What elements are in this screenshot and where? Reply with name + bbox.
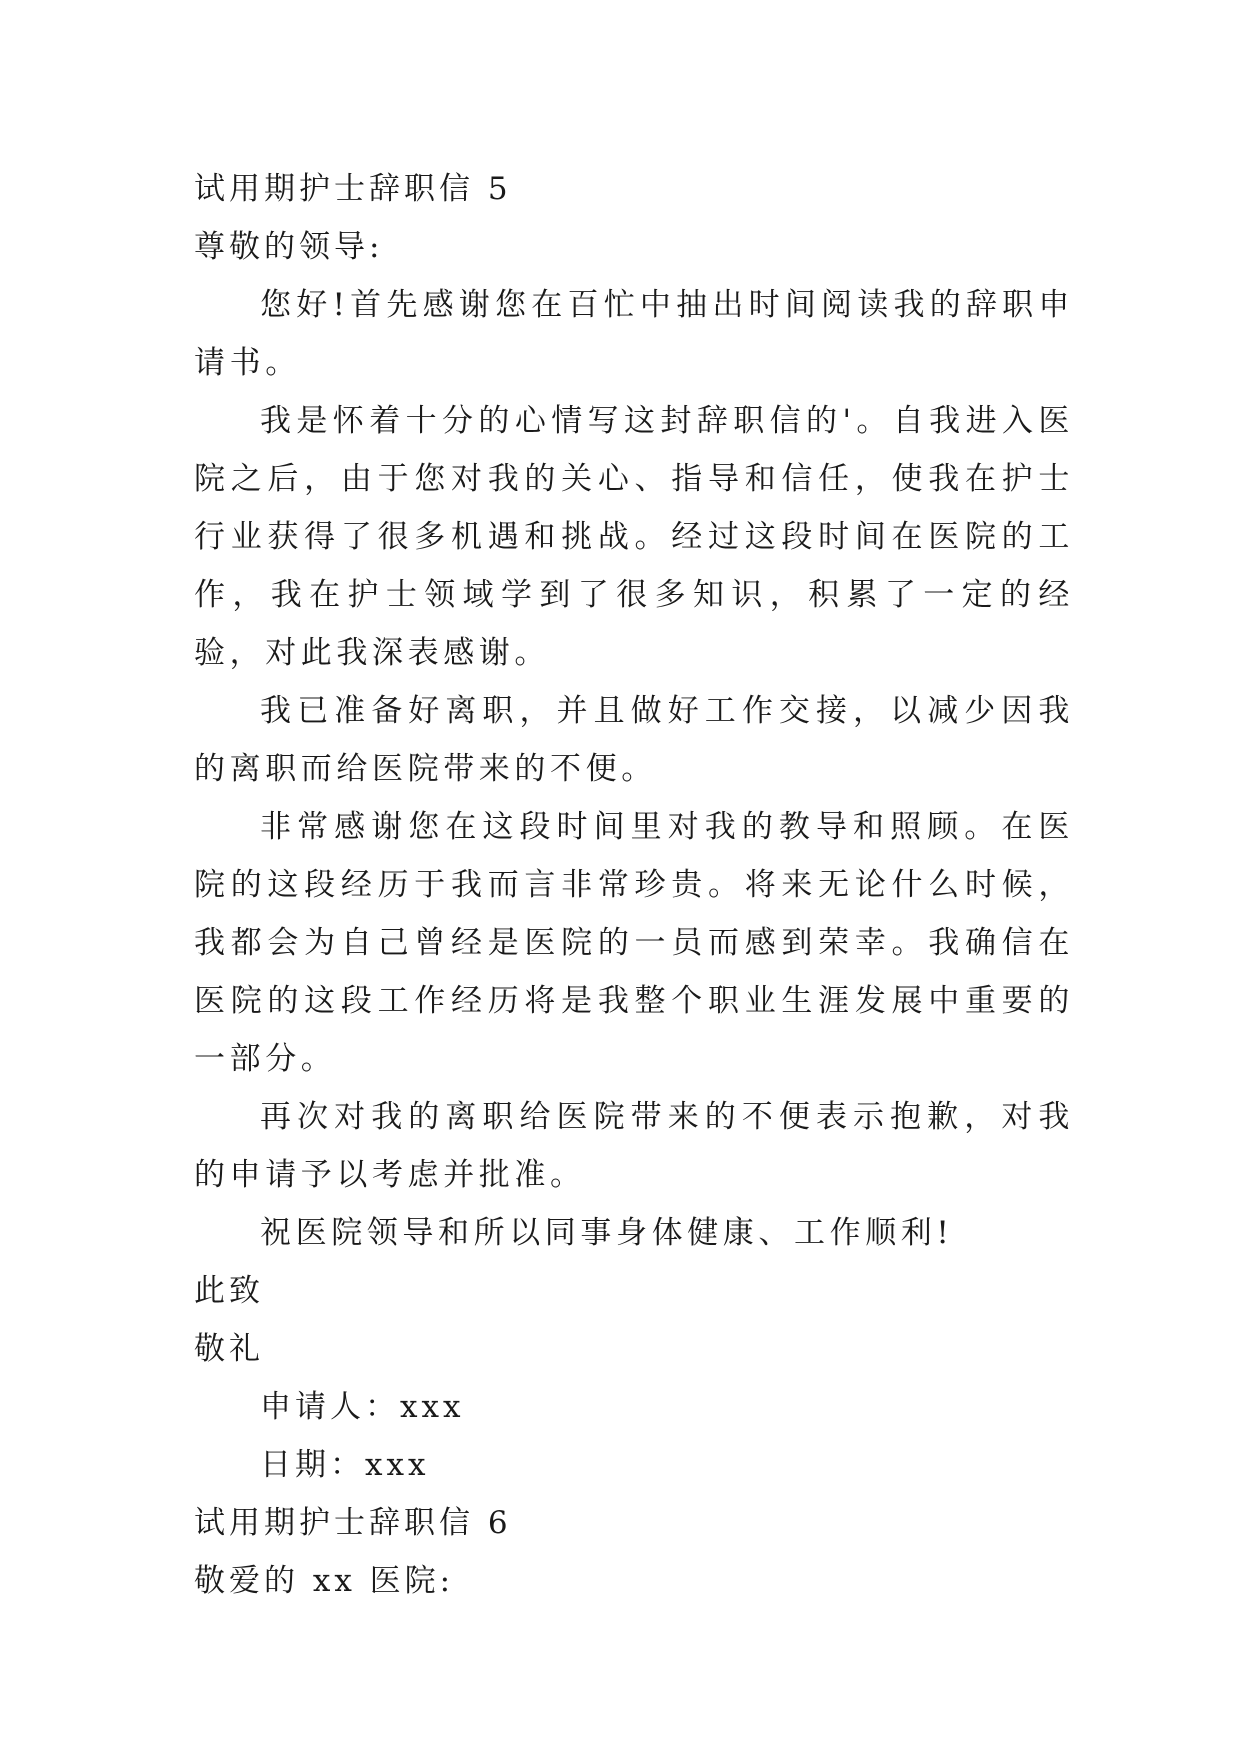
letter-body	[194, 160, 1074, 1610]
applicant-line: 申请人：xxx	[260, 1389, 465, 1425]
letter-title: 试用期护士辞职信 6	[194, 1505, 512, 1541]
paragraph: 我是怀着十分的心情写这封辞职信的'。自我进入医院之后，由于您对我的关心、指导和信任，使我在护士行业获得了很多机遇和挑战。经过这段时间在医院的工作，我在护士领域学到了很多知识，积累了一定的经验，对此我深表感谢。	[194, 403, 1074, 671]
paragraph: 再次对我的离职给医院带来的不便表示抱歉，对我的申请予以考虑并批准。	[194, 1099, 1074, 1193]
paragraph: 您好!首先感谢您在百忙中抽出时间阅读我的辞职申请书。	[194, 287, 1074, 381]
salutation: 尊敬的领导:	[194, 229, 384, 265]
closing-line: 敬礼	[194, 1331, 264, 1367]
paragraph: 祝医院领导和所以同事身体健康、工作顺利!	[260, 1215, 954, 1251]
date-line: 日期：xxx	[260, 1447, 430, 1483]
letter-title: 试用期护士辞职信 5	[194, 171, 512, 207]
closing-line: 此致	[194, 1273, 264, 1309]
salutation: 敬爱的 xx 医院:	[194, 1563, 455, 1599]
paragraph: 我已准备好离职，并且做好工作交接，以减少因我的离职而给医院带来的不便。	[194, 693, 1074, 787]
paragraph: 非常感谢您在这段时间里对我的教导和照顾。在医院的这段经历于我而言非常珍贵。将来无论什么时候，我都会为自己曾经是医院的一员而感到荣幸。我确信在医院的这段工作经历将是我整个职业生涯发展中重要的一部分。	[194, 809, 1074, 1077]
